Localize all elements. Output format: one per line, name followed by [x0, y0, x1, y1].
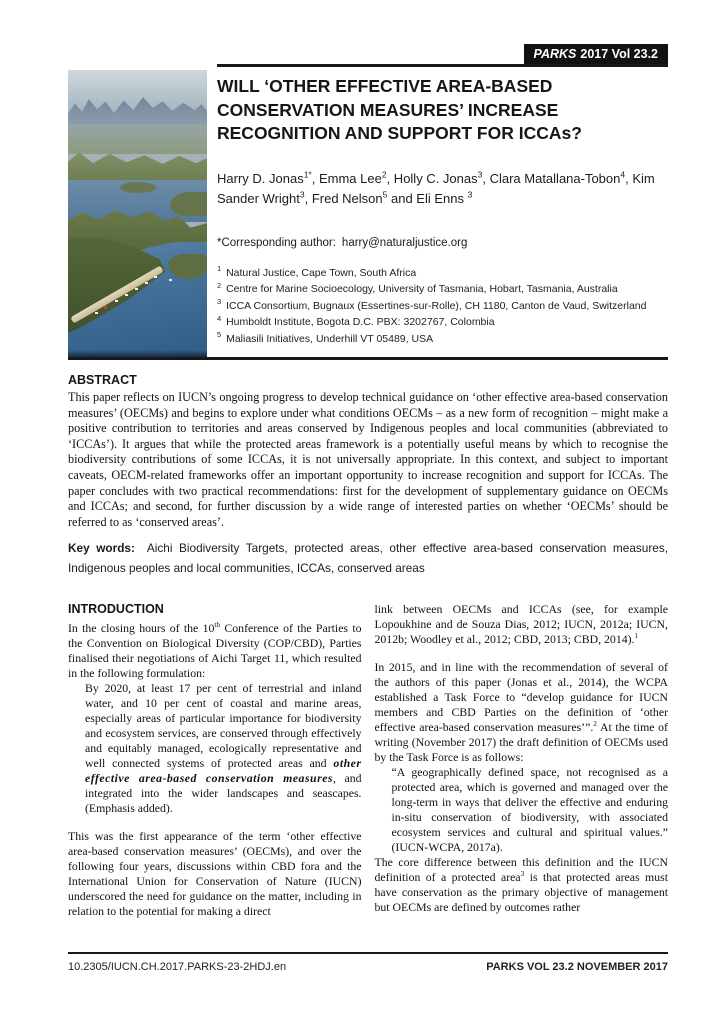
- title-section: [68, 70, 668, 357]
- keywords-line: [68, 539, 668, 578]
- affiliation-text: Natural Justice, Cape Town, South Africa: [223, 266, 417, 279]
- affiliation-number: 4: [217, 313, 222, 323]
- photo-island: [120, 182, 156, 193]
- section-divider: [68, 357, 668, 360]
- affiliation-item: [217, 314, 668, 331]
- photo-red-building: [104, 306, 107, 309]
- affiliations: [217, 265, 668, 348]
- affiliation-number: 3: [217, 297, 222, 306]
- photo-island: [170, 192, 207, 216]
- photo-haze: [68, 124, 207, 154]
- affiliation-text: ICCA Consortium, Bugnaux (Essertines-sur-Rolle), CH 1180, Canton de Vaud, Switzerland: [223, 299, 647, 312]
- introduction-heading: INTRODUCTION: [68, 602, 164, 617]
- photo-village-dot: [145, 282, 148, 284]
- intro-paragraph: This was the first appearance of the term ‘other effective area-based conservation measures’ (OECMs), and over the following four years, discussions within CBD fora and the International Union for Conservation of Nature (IUCN) underscored the need for guidance on the matter, including in relation to the potential for making a direct: [68, 829, 362, 919]
- article-title: WILL ‘OTHER EFFECTIVE AREA-BASED CONSERVATION MEASURES’ INCREASE RECOGNITION AND SUPPORT FOR ICCAs?: [217, 76, 582, 143]
- corresponding-author: [217, 237, 668, 249]
- journal-issue: 2017 Vol 23.2: [580, 47, 658, 61]
- abstract-body: This paper reflects on IUCN’s ongoing progress to develop technical guidance on ‘other effective area-based conservation measures’ (OECMs) and begins to explore under what conditions OECMs – as a new form of recognition – might make a positive contribution to territories and areas conserved by Indigenous peoples and local communities (abbreviated to ‘ICCAs’). It argues that while the protected areas framework is a potentially useful means by which to recognise the biodiversity contributions of some ICCAs, it is not universally appropriate. In this context, and subject to important caveats, OECM-related frameworks offer an important opportunity to increase recognition and support for ICCAs. The paper concludes with two practical recommendations: first for the development of supplementary guidance on OECMs and ICCAs; and second, for further discussion by a wide range of interested parties on whether ‘OECMs’ should be referred to as ‘conserved areas’.: [68, 390, 668, 529]
- affiliation-item: [217, 331, 668, 348]
- photo-village-dot: [125, 294, 128, 296]
- keywords-text: Aichi Biodiversity Targets, protected areas, other effective area-based conservation measures, Indigenous peoples and local communities, ICCAs, conserved areas: [68, 541, 669, 575]
- intro-paragraph: In 2015, and in line with the recommendation of several of the authors of this paper (Jonas et al., 2014), the WCPA established a Task Force to “develop guidance for IUCN members and CBD Parties on the definition of ‘other effective area-based conservation measures’”.$^2$ At the time of writing (November 2017) the draft definition of OECMs used by the Task Force is as follows:: [374, 660, 668, 765]
- affiliation-number: 1: [217, 264, 222, 273]
- photo-village-dot: [154, 276, 157, 278]
- affiliation-item: [217, 281, 668, 298]
- intro-paragraph: In the closing hours of the 10th Conference of the Parties to the Convention on Biological Diversity (COP/CBD), Parties finalised their negotiations of Aichi Target 11, which resulted in the following formulation:: [68, 620, 362, 681]
- affiliation-number: 5: [217, 330, 222, 339]
- title-column: [217, 70, 668, 357]
- affiliation-text: Humboldt Institute, Bogota D.C. PBX: 3202767, Colombia: [223, 316, 495, 328]
- doi: 10.2305/IUCN.CH.2017.PARKS-23-2HDJ.en: [68, 961, 287, 973]
- photo-island: [168, 254, 207, 279]
- footer-issue: PARKS VOL 23.2 NOVEMBER 2017: [486, 961, 668, 973]
- photo-village-dot: [135, 288, 138, 290]
- affiliation-number: 2: [217, 280, 222, 290]
- photo-village-dot: [95, 312, 98, 314]
- masthead: [217, 41, 668, 67]
- journal-badge: [524, 44, 668, 64]
- intro-paragraph: The core difference between this definition and the IUCN definition of a protected area$^3$ is that protected areas must have conservation as the primary objective of management but OECMs are defined by outcomes rather: [374, 855, 668, 915]
- photo-bottom-shadow: [68, 350, 207, 357]
- affiliation-item: [217, 265, 668, 282]
- page-footer: [68, 952, 668, 973]
- abstract-section: [68, 373, 668, 530]
- corresponding-email[interactable]: harry@naturaljustice.org: [341, 236, 468, 249]
- photo-boat: [169, 279, 172, 281]
- cover-photo: [68, 70, 207, 357]
- aichi-target-quote: By 2020, at least 17 per cent of terrestrial and inland water, and 10 per cent of coastal and marine areas, especially areas of particular importance for biodiversity and ecosystem services, are conserved through effectively and equitably managed, ecologically representative and well connected systems of protected areas and other effective area-based conservation measures, and integrated into the wider landscapes and seascapes. (Emphasis added).: [85, 681, 362, 816]
- intro-paragraph: link between OECMs and ICCAs (see, for example Lopoukhine and de Souza Dias, 2012; IUCN, 2012a; IUCN, 2012b; Woodley et al., 2012; CBD, 2013; CBD, 2014).$^1$: [374, 602, 668, 647]
- introduction-section: [68, 602, 668, 919]
- abstract-heading: ABSTRACT: [68, 373, 137, 387]
- column-right: [375, 602, 669, 919]
- photo-village-dot: [115, 300, 118, 302]
- oecm-definition-quote: “A geographically defined space, not recognised as a protected area, which is governed and managed over the long-term in ways that deliver the effective and enduring in-situ conservation of biodiversity, with associated ecosystem services and cultural and spiritual values.” (IUCN-WCPA, 2017a).: [391, 765, 668, 855]
- photo-mountains: [68, 92, 207, 128]
- corresponding-label: *Corresponding author:: [217, 236, 336, 249]
- affiliation-text: Maliasili Initiatives, Underhill VT 05489, USA: [223, 332, 434, 345]
- authors-line: Harry D. Jonas$^{1*}$, Emma Lee$^2$, Holly C. Jonas$^3$, Clara Matallana-Tobon$^4$, Kim Sander Wright$^3$, Fred Nelson$^5$ and Eli Enns $^3$: [217, 169, 655, 206]
- column-left: [68, 602, 362, 919]
- journal-name: PARKS: [533, 47, 577, 61]
- affiliation-text: Centre for Marine Socioecology, University of Tasmania, Hobart, Tasmania, Australia: [223, 283, 618, 295]
- affiliation-item: [217, 298, 668, 315]
- keywords-label: Key words:: [68, 541, 135, 556]
